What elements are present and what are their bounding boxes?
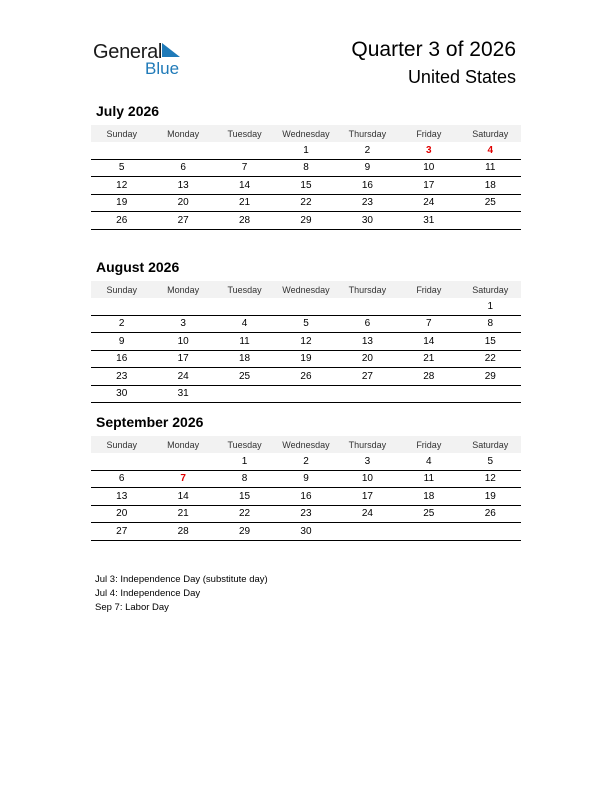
day-cell: 19 bbox=[275, 350, 336, 368]
weekday-label: Monday bbox=[152, 281, 213, 298]
weekday-label: Sunday bbox=[91, 436, 152, 453]
day-cell: 11 bbox=[214, 333, 275, 351]
day-cell: 12 bbox=[275, 333, 336, 351]
week-row bbox=[91, 470, 521, 488]
day-cell: 23 bbox=[91, 368, 152, 386]
day-cell: 5 bbox=[275, 315, 336, 333]
week-row bbox=[91, 315, 521, 333]
day-cell: 20 bbox=[337, 350, 398, 368]
day-cell bbox=[460, 385, 521, 403]
day-cell: 12 bbox=[460, 470, 521, 488]
day-cell: 17 bbox=[398, 177, 459, 195]
weekday-label: Saturday bbox=[460, 125, 521, 142]
day-cell: 13 bbox=[337, 333, 398, 351]
day-cell: 24 bbox=[152, 368, 213, 386]
day-cell: 22 bbox=[460, 350, 521, 368]
generalblue-logo bbox=[93, 40, 193, 80]
day-cell: 25 bbox=[214, 368, 275, 386]
week-row bbox=[91, 298, 521, 315]
day-cell: 26 bbox=[275, 368, 336, 386]
week-row bbox=[91, 159, 521, 177]
weekday-label: Tuesday bbox=[214, 281, 275, 298]
day-cell bbox=[337, 523, 398, 541]
day-cell: 28 bbox=[214, 212, 275, 230]
day-cell: 16 bbox=[275, 488, 336, 506]
day-cell bbox=[214, 385, 275, 403]
day-cell: 18 bbox=[214, 350, 275, 368]
day-cell: 4 bbox=[460, 142, 521, 159]
day-cell bbox=[460, 212, 521, 230]
day-cell bbox=[337, 298, 398, 315]
day-cell: 5 bbox=[460, 453, 521, 470]
day-cell: 28 bbox=[152, 523, 213, 541]
day-cell: 9 bbox=[275, 470, 336, 488]
day-cell bbox=[275, 298, 336, 315]
day-cell bbox=[91, 298, 152, 315]
day-cell: 24 bbox=[337, 505, 398, 523]
weekday-label: Friday bbox=[398, 281, 459, 298]
weekday-header-row bbox=[91, 281, 521, 298]
day-cell: 30 bbox=[275, 523, 336, 541]
month-grid bbox=[91, 281, 521, 403]
day-cell bbox=[214, 298, 275, 315]
day-cell: 14 bbox=[398, 333, 459, 351]
day-cell bbox=[275, 385, 336, 403]
day-cell bbox=[152, 453, 213, 470]
day-cell: 15 bbox=[214, 488, 275, 506]
day-cell: 3 bbox=[152, 315, 213, 333]
day-cell: 17 bbox=[337, 488, 398, 506]
day-cell: 26 bbox=[91, 212, 152, 230]
week-row bbox=[91, 212, 521, 230]
day-cell: 21 bbox=[152, 505, 213, 523]
day-cell: 30 bbox=[337, 212, 398, 230]
day-cell: 29 bbox=[214, 523, 275, 541]
day-cell: 10 bbox=[398, 159, 459, 177]
day-cell: 27 bbox=[152, 212, 213, 230]
month-september bbox=[91, 414, 521, 541]
day-cell: 22 bbox=[275, 194, 336, 212]
day-cell: 7 bbox=[398, 315, 459, 333]
day-cell: 27 bbox=[91, 523, 152, 541]
day-cell: 16 bbox=[91, 350, 152, 368]
day-cell: 19 bbox=[91, 194, 152, 212]
month-august bbox=[91, 259, 521, 403]
day-cell: 30 bbox=[91, 385, 152, 403]
day-cell: 3 bbox=[337, 453, 398, 470]
day-cell: 15 bbox=[275, 177, 336, 195]
weekday-label: Monday bbox=[152, 125, 213, 142]
day-cell: 6 bbox=[337, 315, 398, 333]
holiday-notes bbox=[95, 573, 268, 615]
month-title: July 2026 bbox=[96, 103, 160, 119]
page-title: Quarter 3 of 2026 bbox=[351, 38, 516, 61]
day-cell: 14 bbox=[152, 488, 213, 506]
weekday-label: Tuesday bbox=[214, 125, 275, 142]
day-cell bbox=[214, 142, 275, 159]
day-cell: 25 bbox=[398, 505, 459, 523]
day-cell: 23 bbox=[337, 194, 398, 212]
day-cell: 22 bbox=[214, 505, 275, 523]
day-cell: 27 bbox=[337, 368, 398, 386]
weekday-label: Wednesday bbox=[275, 436, 336, 453]
week-row bbox=[91, 177, 521, 195]
holiday-note: Jul 4: Independence Day bbox=[95, 588, 201, 599]
month-grid bbox=[91, 125, 521, 230]
week-row bbox=[91, 385, 521, 403]
day-cell: 21 bbox=[214, 194, 275, 212]
weekday-label: Friday bbox=[398, 125, 459, 142]
day-cell: 9 bbox=[91, 333, 152, 351]
day-cell bbox=[91, 453, 152, 470]
week-row bbox=[91, 505, 521, 523]
day-cell: 2 bbox=[275, 453, 336, 470]
weekday-label: Saturday bbox=[460, 281, 521, 298]
week-row bbox=[91, 194, 521, 212]
logo-word-blue: Blue bbox=[145, 59, 180, 78]
weekday-label: Sunday bbox=[91, 281, 152, 298]
day-cell: 6 bbox=[91, 470, 152, 488]
day-cell: 2 bbox=[337, 142, 398, 159]
weekday-label: Sunday bbox=[91, 125, 152, 142]
weekday-label: Tuesday bbox=[214, 436, 275, 453]
day-cell: 20 bbox=[152, 194, 213, 212]
day-cell: 10 bbox=[337, 470, 398, 488]
day-cell: 10 bbox=[152, 333, 213, 351]
day-cell: 4 bbox=[398, 453, 459, 470]
weekday-header-row bbox=[91, 125, 521, 142]
day-cell: 8 bbox=[275, 159, 336, 177]
day-cell: 8 bbox=[214, 470, 275, 488]
day-cell bbox=[152, 298, 213, 315]
day-cell: 8 bbox=[460, 315, 521, 333]
day-cell: 13 bbox=[91, 488, 152, 506]
week-row bbox=[91, 523, 521, 541]
day-cell: 4 bbox=[214, 315, 275, 333]
weekday-label: Thursday bbox=[337, 281, 398, 298]
weekday-label: Thursday bbox=[337, 125, 398, 142]
weekday-label: Wednesday bbox=[275, 281, 336, 298]
day-cell: 7 bbox=[214, 159, 275, 177]
day-cell: 16 bbox=[337, 177, 398, 195]
day-cell: 2 bbox=[91, 315, 152, 333]
logo-triangle-icon bbox=[162, 43, 182, 59]
day-cell: 15 bbox=[460, 333, 521, 351]
week-row bbox=[91, 350, 521, 368]
day-cell bbox=[398, 385, 459, 403]
day-cell: 21 bbox=[398, 350, 459, 368]
day-cell: 14 bbox=[214, 177, 275, 195]
weekday-header-row bbox=[91, 436, 521, 453]
day-cell bbox=[91, 142, 152, 159]
day-cell: 18 bbox=[398, 488, 459, 506]
day-cell bbox=[152, 142, 213, 159]
week-row bbox=[91, 142, 521, 159]
day-cell bbox=[337, 385, 398, 403]
weekday-label: Wednesday bbox=[275, 125, 336, 142]
day-cell: 7 bbox=[152, 470, 213, 488]
day-cell: 23 bbox=[275, 505, 336, 523]
day-cell bbox=[398, 523, 459, 541]
holiday-note: Jul 3: Independence Day (substitute day) bbox=[95, 574, 268, 585]
day-cell bbox=[460, 523, 521, 541]
day-cell: 11 bbox=[460, 159, 521, 177]
day-cell: 31 bbox=[398, 212, 459, 230]
day-cell: 1 bbox=[275, 142, 336, 159]
weekday-label: Monday bbox=[152, 436, 213, 453]
day-cell: 17 bbox=[152, 350, 213, 368]
day-cell: 1 bbox=[460, 298, 521, 315]
day-cell: 18 bbox=[460, 177, 521, 195]
country-name: United States bbox=[407, 67, 516, 87]
day-cell: 29 bbox=[275, 212, 336, 230]
day-cell: 20 bbox=[91, 505, 152, 523]
day-cell: 1 bbox=[214, 453, 275, 470]
logo-word-general: General bbox=[93, 41, 163, 63]
day-cell bbox=[398, 298, 459, 315]
day-cell: 5 bbox=[91, 159, 152, 177]
day-cell: 12 bbox=[91, 177, 152, 195]
day-cell: 26 bbox=[460, 505, 521, 523]
month-title: September 2026 bbox=[96, 414, 204, 430]
day-cell: 19 bbox=[460, 488, 521, 506]
day-cell: 24 bbox=[398, 194, 459, 212]
week-row bbox=[91, 453, 521, 470]
weekday-label: Thursday bbox=[337, 436, 398, 453]
week-row bbox=[91, 368, 521, 386]
day-cell: 9 bbox=[337, 159, 398, 177]
day-cell: 3 bbox=[398, 142, 459, 159]
weekday-label: Saturday bbox=[460, 436, 521, 453]
month-grid bbox=[91, 436, 521, 541]
holiday-note: Sep 7: Labor Day bbox=[95, 602, 169, 613]
day-cell: 11 bbox=[398, 470, 459, 488]
weekday-label: Friday bbox=[398, 436, 459, 453]
day-cell: 29 bbox=[460, 368, 521, 386]
day-cell: 28 bbox=[398, 368, 459, 386]
month-july bbox=[91, 103, 521, 230]
month-title: August 2026 bbox=[96, 259, 180, 275]
week-row bbox=[91, 333, 521, 351]
day-cell: 25 bbox=[460, 194, 521, 212]
day-cell: 6 bbox=[152, 159, 213, 177]
day-cell: 31 bbox=[152, 385, 213, 403]
week-row bbox=[91, 488, 521, 506]
day-cell: 13 bbox=[152, 177, 213, 195]
